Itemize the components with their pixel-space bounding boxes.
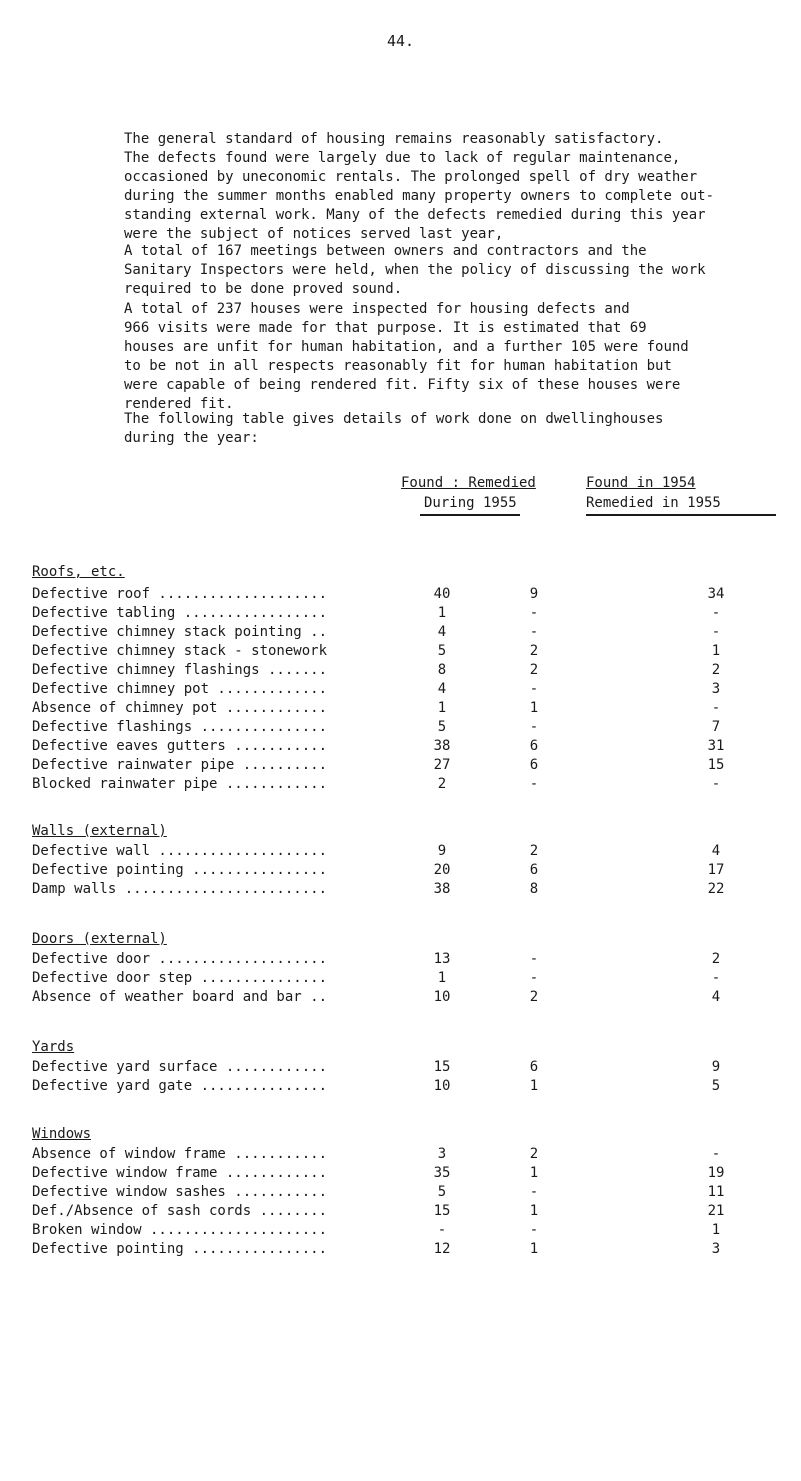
table-row [32,661,772,680]
remedied-1955-value: 1 [529,1165,539,1181]
remedied-from-1954-value: 4 [711,843,721,859]
table-row [32,718,772,737]
defect-label: Def./Absence of sash cords ........ [32,1203,328,1219]
table-row [32,737,772,756]
remedied-1955-value: - [529,1184,539,1200]
found-1955-value: - [437,1222,447,1238]
remedied-from-1954-value: 1 [711,1222,721,1238]
meetings-paragraph: A total of 167 meetings between owners and contractors and the Sanitary Inspectors were held, when the policy of discussing the work required to be done proved sound. [124,243,706,297]
remedied-from-1954-value: 5 [711,1078,721,1094]
table-row [32,642,772,661]
found-1955-value: 13 [433,951,451,967]
defect-label: Defective chimney flashings ....... [32,662,328,678]
intro-paragraph: The general standard of housing remains reasonably satisfactory. The defects found were largely due to lack of regular maintenance, occasioned by uneconomic rentals. The prolonged spell of dry weather during the summer months enabled many property owners to complete out- standing external work. Many of the defects remedied during this year were the subject of notices served last year, [124,131,715,242]
table-row [32,775,772,794]
header-rule-during [420,514,520,516]
remedied-from-1954-value: 9 [711,1059,721,1075]
defect-label: Defective wall .................... [32,843,328,859]
defect-label: Defective pointing ................ [32,1241,328,1257]
found-1955-value: 15 [433,1059,451,1075]
remedied-1955-value: - [529,970,539,986]
section-rows-roofs [32,585,772,794]
defect-label: Absence of window frame ........... [32,1146,328,1162]
defect-label: Defective window frame ............ [32,1165,328,1181]
defect-label: Broken window ..................... [32,1222,328,1238]
remedied-1955-value: 6 [529,738,539,754]
table-row [32,1077,772,1096]
found-1955-value: 5 [437,643,447,659]
remedied-1955-value: 6 [529,862,539,878]
remedied-from-1954-value: 7 [711,719,721,735]
defect-label: Absence of chimney pot ............ [32,700,328,716]
remedied-from-1954-value: 17 [707,862,725,878]
defect-label: Defective window sashes ........... [32,1184,328,1200]
table-row [32,880,772,899]
defect-label: Defective chimney stack - stonework [32,643,328,659]
table-row [32,1240,772,1259]
defect-label: Defective yard surface ............ [32,1059,328,1075]
section-title-yards: Yards [32,1039,75,1055]
table-intro-paragraph: The following table gives details of work done on dwellinghouses during the year: [124,411,664,446]
defect-label: Defective chimney pot ............. [32,681,328,697]
section-title-walls: Walls (external) [32,823,167,839]
table-row [32,1202,772,1221]
table-row [32,842,772,861]
found-1955-value: 10 [433,989,451,1005]
found-1955-value: 5 [437,1184,447,1200]
found-1955-value: 5 [437,719,447,735]
found-1955-value: 1 [437,700,447,716]
defect-label: Defective rainwater pipe .......... [32,757,328,773]
section-rows-yards [32,1058,772,1096]
remedied-1955-value: - [529,719,539,735]
table-row [32,1221,772,1240]
remedied-from-1954-value: 11 [707,1184,725,1200]
found-1955-value: 38 [433,738,451,754]
remedied-1955-value: 1 [529,700,539,716]
found-1955-value: 10 [433,1078,451,1094]
table-row [32,680,772,699]
remedied-1955-value: 2 [529,643,539,659]
defect-label: Defective chimney stack pointing .. [32,624,328,640]
remedied-from-1954-value: 2 [711,662,721,678]
defect-label: Damp walls ........................ [32,881,328,897]
found-1955-value: 4 [437,681,447,697]
remedied-from-1954-value: 2 [711,951,721,967]
remedied-1955-value: 2 [529,843,539,859]
remedied-1955-value: - [529,776,539,792]
defect-label: Absence of weather board and bar .. [32,989,328,1005]
found-1955-value: 12 [433,1241,451,1257]
remedied-1955-value: - [529,624,539,640]
remedied-1955-value: 1 [529,1203,539,1219]
header-rule-remedied [586,514,776,516]
found-1955-value: 38 [433,881,451,897]
table-row [32,1183,772,1202]
table-row [32,604,772,623]
defect-label: Defective eaves gutters ........... [32,738,328,754]
found-1955-value: 1 [437,605,447,621]
found-1955-value: 1 [437,970,447,986]
found-1955-value: 40 [433,586,451,602]
remedied-1955-value: 1 [529,1078,539,1094]
remedied-from-1954-value: 19 [707,1165,725,1181]
section-rows-walls [32,842,772,899]
section-rows-doors [32,950,772,1007]
table-row [32,969,772,988]
remedied-from-1954-value: - [711,1146,721,1162]
remedied-from-1954-value: 3 [711,681,721,697]
table-row [32,861,772,880]
remedied-from-1954-value: 21 [707,1203,725,1219]
defect-label: Defective roof .................... [32,586,328,602]
remedied-from-1954-value: 34 [707,586,725,602]
table-row [32,1145,772,1164]
remedied-1955-value: 2 [529,1146,539,1162]
section-rows-windows [32,1145,772,1259]
table-row [32,623,772,642]
table-row [32,1164,772,1183]
remedied-1955-value: 2 [529,989,539,1005]
header-during-1955: During 1955 [424,495,517,511]
remedied-1955-value: 2 [529,662,539,678]
remedied-from-1954-value: - [711,970,721,986]
remedied-1955-value: - [529,1222,539,1238]
remedied-from-1954-value: 31 [707,738,725,754]
header-found-1954: Found in 1954 [586,475,696,491]
remedied-from-1954-value: 3 [711,1241,721,1257]
found-1955-value: 20 [433,862,451,878]
remedied-from-1954-value: 15 [707,757,725,773]
table-row [32,756,772,775]
defect-label: Defective door step ............... [32,970,328,986]
remedied-1955-value: 6 [529,1059,539,1075]
table-row [32,988,772,1007]
found-1955-value: 9 [437,843,447,859]
remedied-from-1954-value: 1 [711,643,721,659]
remedied-from-1954-value: 22 [707,881,725,897]
header-found-remedied: Found : Remedied [401,475,536,491]
remedied-1955-value: 6 [529,757,539,773]
found-1955-value: 2 [437,776,447,792]
found-1955-value: 15 [433,1203,451,1219]
remedied-1955-value: 9 [529,586,539,602]
section-title-roofs: Roofs, etc. [32,564,125,580]
defect-label: Defective pointing ................ [32,862,328,878]
table-row [32,950,772,969]
found-1955-value: 8 [437,662,447,678]
inspections-paragraph: A total of 237 houses were inspected for housing defects and 966 visits were made for that purpose. It is estimated that 69 houses are unfit for human habitation, and a further 105 were found to be not in all respects reasonably fit for human habitation but were capable of being rendered fit. Fifty six of these houses were rendered fit. [124,301,689,412]
defect-label: Defective door .................... [32,951,328,967]
remedied-from-1954-value: - [711,776,721,792]
found-1955-value: 3 [437,1146,447,1162]
remedied-1955-value: 1 [529,1241,539,1257]
remedied-from-1954-value: - [711,605,721,621]
header-remedied-1955: Remedied in 1955 [586,495,721,511]
section-title-windows: Windows [32,1126,92,1142]
remedied-from-1954-value: - [711,700,721,716]
found-1955-value: 27 [433,757,451,773]
page-number: 44. [386,32,415,50]
found-1955-value: 35 [433,1165,451,1181]
table-row [32,699,772,718]
table-row [32,585,772,604]
defect-label: Defective flashings ............... [32,719,328,735]
section-title-doors: Doors (external) [32,931,167,947]
found-1955-value: 4 [437,624,447,640]
remedied-1955-value: - [529,681,539,697]
defect-label: Defective tabling ................. [32,605,328,621]
remedied-from-1954-value: 4 [711,989,721,1005]
defect-label: Blocked rainwater pipe ............ [32,776,328,792]
defect-label: Defective yard gate ............... [32,1078,328,1094]
remedied-from-1954-value: - [711,624,721,640]
remedied-1955-value: - [529,951,539,967]
remedied-1955-value: 8 [529,881,539,897]
table-row [32,1058,772,1077]
remedied-1955-value: - [529,605,539,621]
